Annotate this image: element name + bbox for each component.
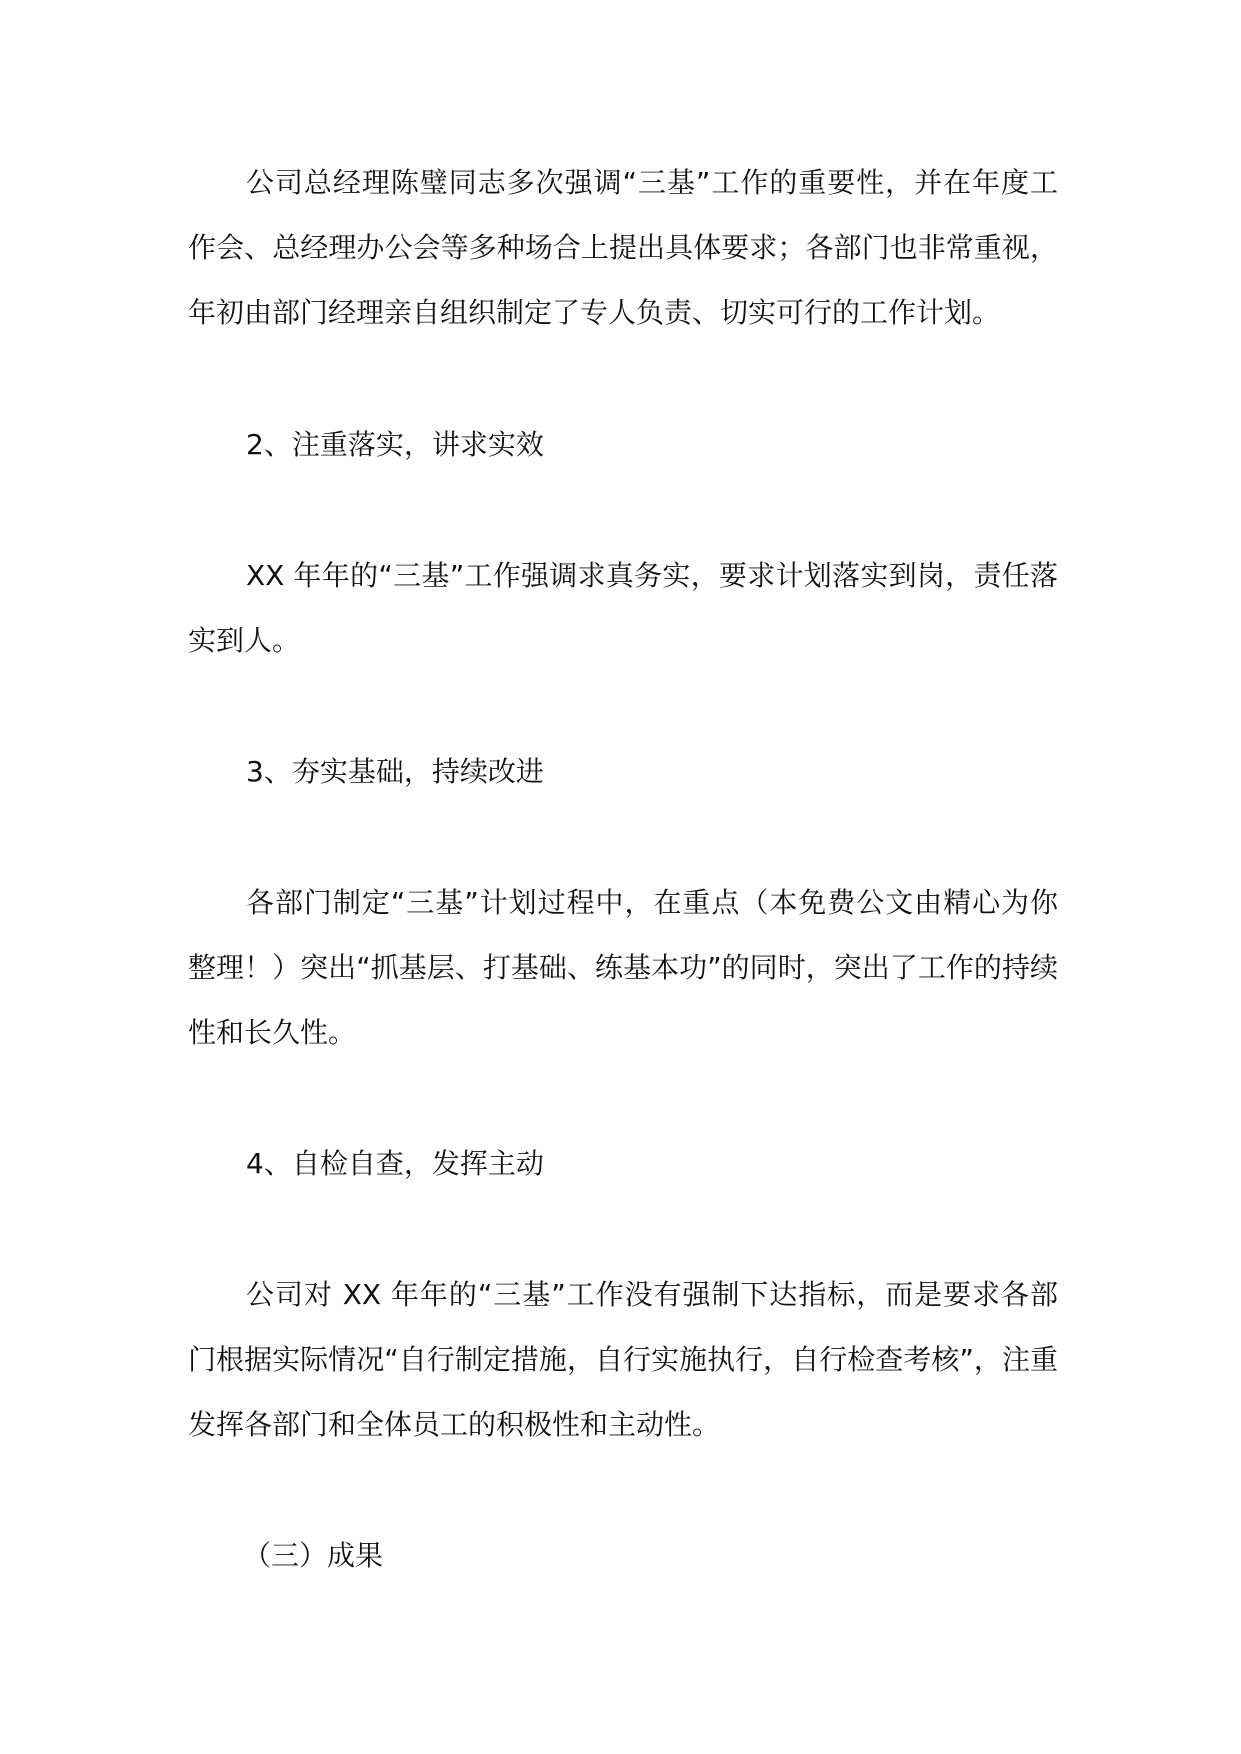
paragraph-leadership-emphasis: 公司总经理陈璧同志多次强调“三基”工作的重要性，并在年度工作会、总经理办公会等多种场合上提出具体要求；各部门也非常重视，年初由部门经理亲自组织制定了专人负责、切实可行的工作计划。 [188,166,1058,329]
heading-results: （三）成果 [243,1539,384,1572]
paragraph-foundation: 各部门制定“三基”计划过程中，在重点（本免费公文由精心为你整理！）突出“抓基层、打基础、练基本功”的同时，突出了工作的持续性和长久性。 [188,886,1058,1049]
paragraph-implementation: XX 年年的“三基”工作强调求真务实，要求计划落实到岗，责任落实到人。 [188,559,1058,657]
paragraph-self-inspection: 公司对 XX 年年的“三基”工作没有强制下达指标，而是要求各部门根据实际情况“自行制定措施，自行实施执行，自行检查考核”，注重发挥各部门和全体员工的积极性和主动性。 [188,1278,1058,1441]
heading-solid-foundation: 3、夯实基础，持续改进 [246,755,544,788]
heading-self-inspection: 4、自检自查，发挥主动 [246,1147,544,1180]
heading-focus-implementation: 2、注重落实，讲求实效 [246,428,544,461]
